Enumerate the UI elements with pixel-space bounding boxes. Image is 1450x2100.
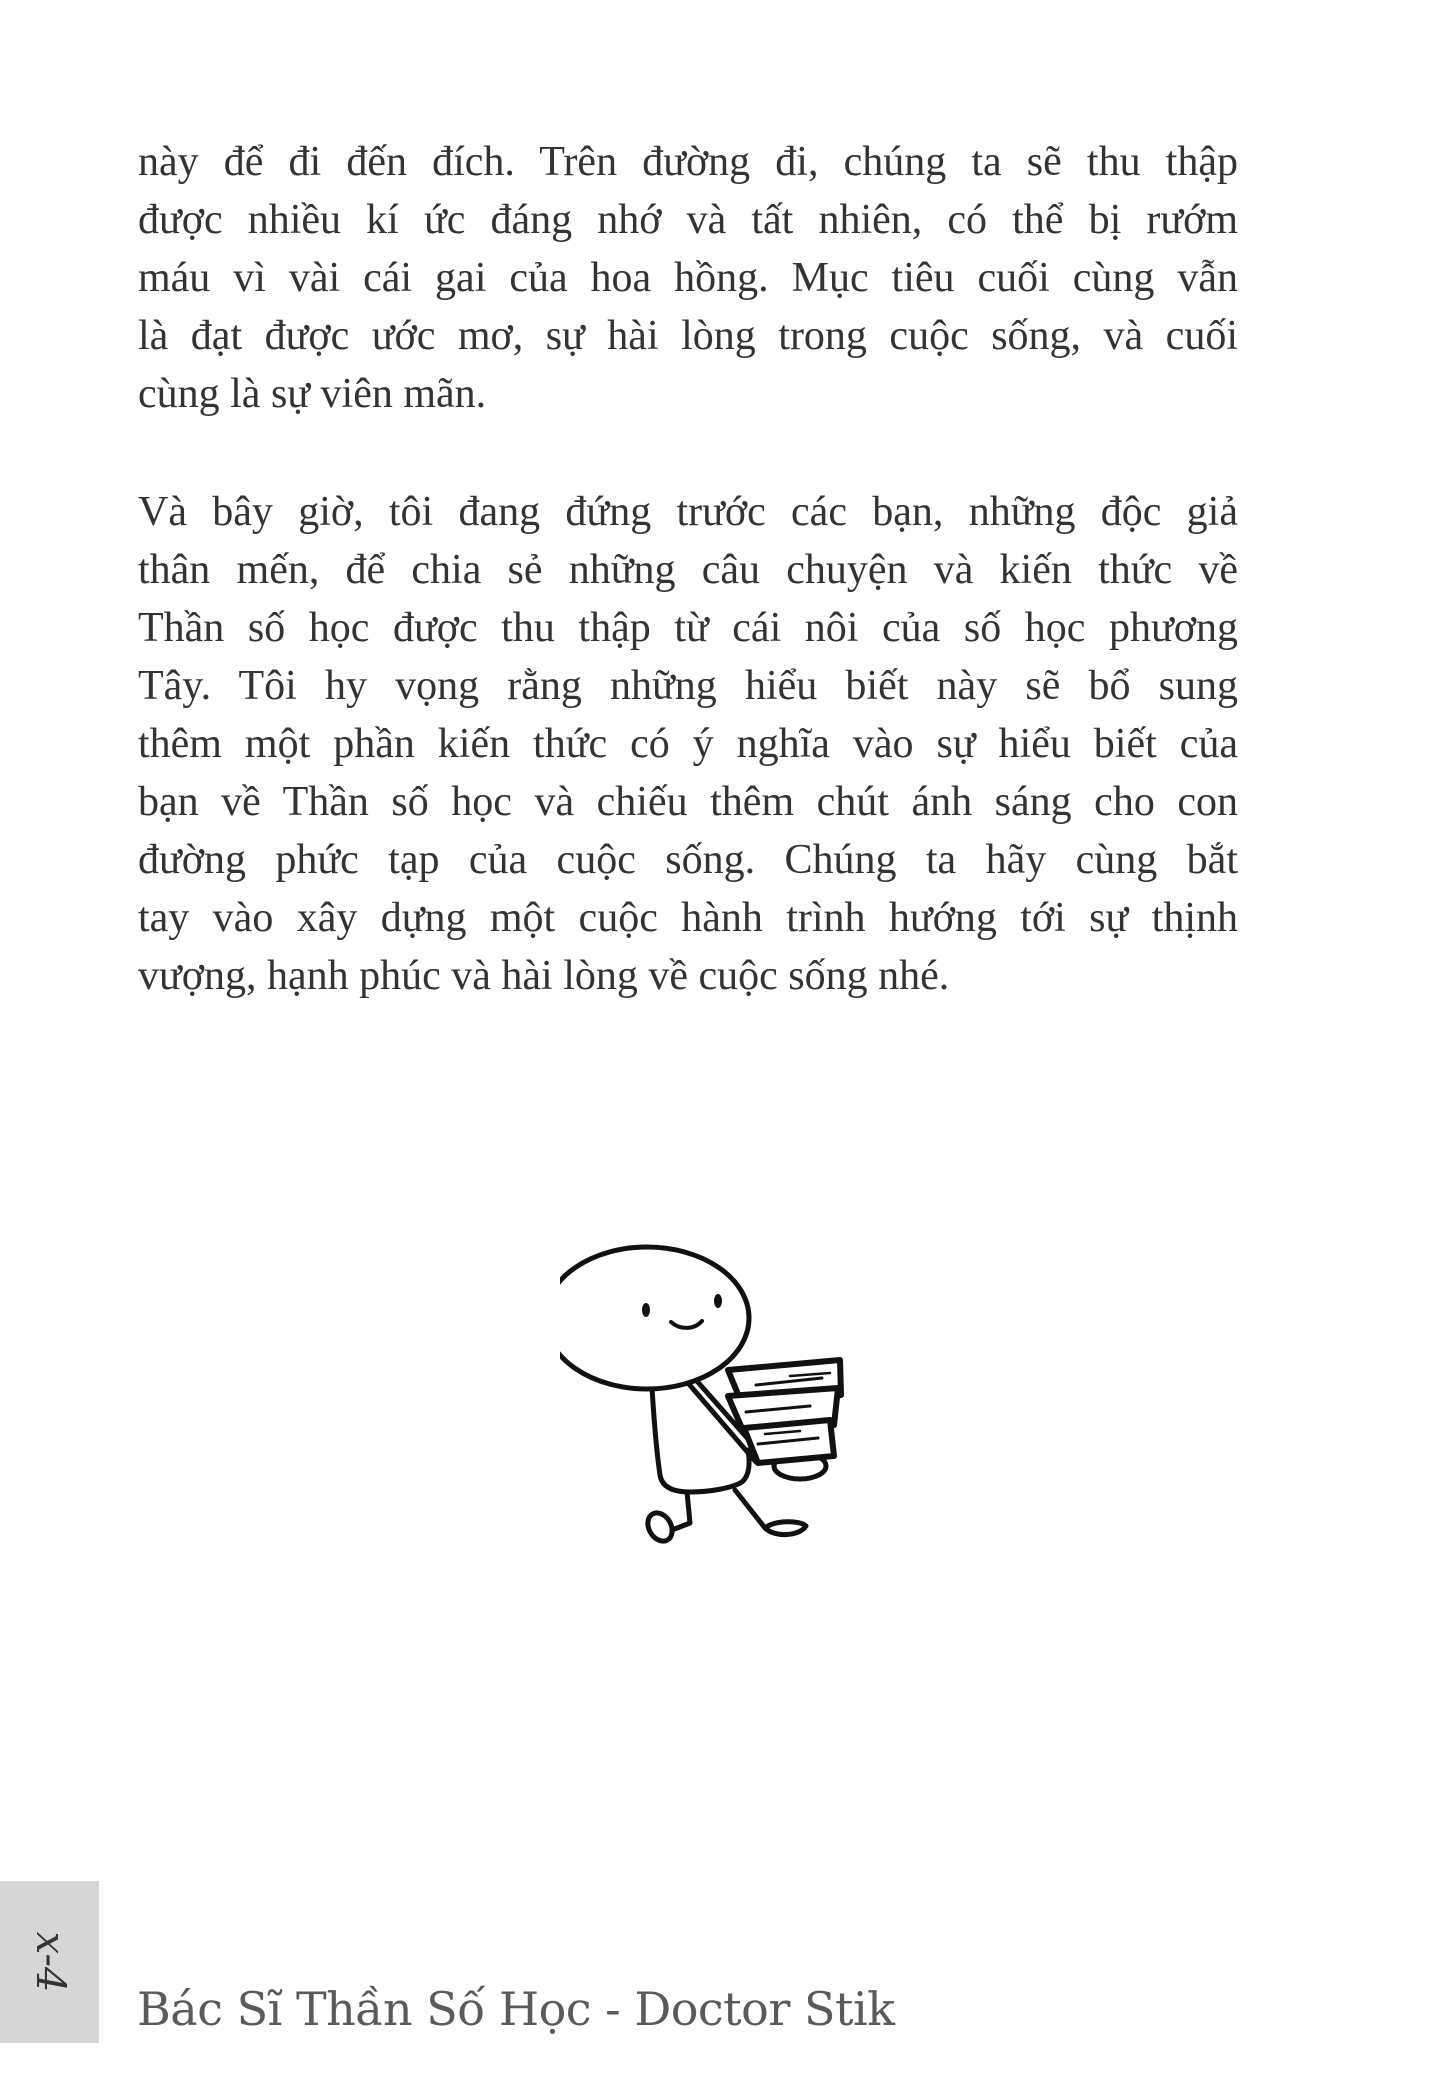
text-line: là đạt được ước mơ, sự hài lòng trong cuộc sống, và cuối	[138, 313, 1238, 359]
text-line: máu vì vài cái gai của hoa hồng. Mục tiêu cuối cùng vẫn	[138, 255, 1238, 301]
text-line: Và bây giờ, tôi đang đứng trước các bạn, những độc giả	[138, 489, 1238, 535]
page-number-tab	[0, 1881, 99, 2043]
text-line: được nhiều kí ức đáng nhớ và tất nhiên, có thể bị rướm	[138, 197, 1238, 243]
text-line: thân mến, để chia sẻ những câu chuyện và kiến thức về	[138, 547, 1238, 593]
text-line: Thần số học được thu thập từ cái nôi của số học phương	[138, 605, 1238, 651]
text-line: bạn về Thần số học và chiếu thêm chút ánh sáng cho con	[138, 779, 1238, 825]
text-line: tay vào xây dựng một cuộc hành trình hướng tới sự thịnh	[138, 895, 1238, 941]
paragraph-1	[138, 133, 1238, 423]
text-line: Tây. Tôi hy vọng rằng những hiểu biết này sẽ bổ sung	[138, 663, 1238, 709]
paragraph-2	[138, 483, 1238, 1005]
page-number: x-4	[26, 1931, 73, 1993]
text-line: thêm một phần kiến thức có ý nghĩa vào sự hiểu biết của	[138, 721, 1238, 767]
stick-figure-carrying-books-icon	[560, 1230, 880, 1570]
text-line: này để đi đến đích. Trên đường đi, chúng ta sẽ thu thập	[138, 139, 1238, 185]
text-line: vượng, hạnh phúc và hài lòng về cuộc sống nhé.	[138, 953, 950, 999]
running-footer-book-title: Bác Sĩ Thần Số Học - Doctor Stik	[137, 1982, 895, 2036]
text-line: cùng là sự viên mãn.	[138, 371, 487, 417]
text-line: đường phức tạp của cuộc sống. Chúng ta hãy cùng bắt	[138, 837, 1238, 883]
